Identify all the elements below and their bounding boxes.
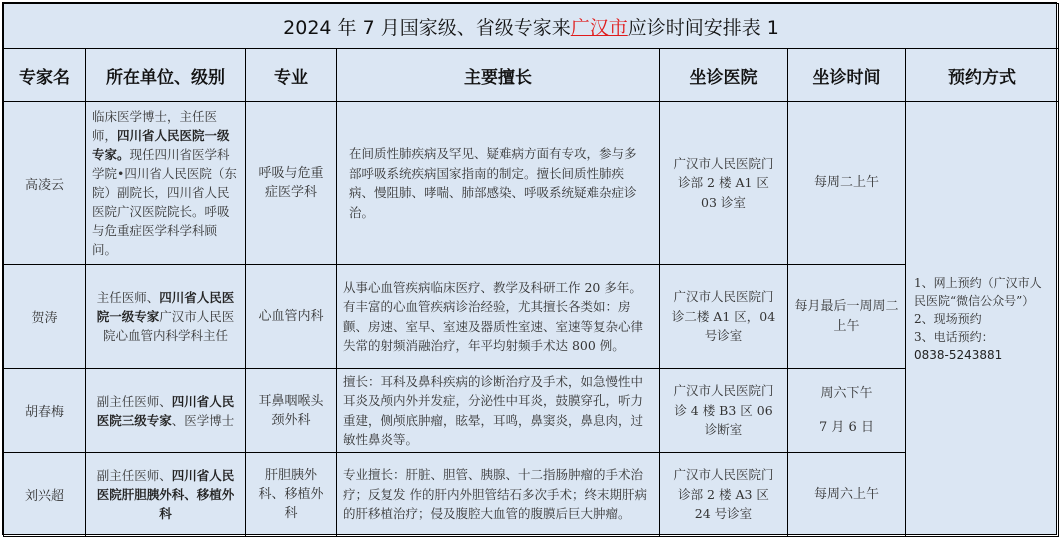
clinic-date: 7 月 6 日	[819, 419, 874, 435]
unit-level: 四川省人民医院三级专家	[96, 393, 235, 428]
unit-text: 副主任医师、	[96, 468, 172, 483]
clinic-day: 周六下午	[820, 385, 873, 401]
expert-skill: 擅长：耳科及鼻科疾病的诊断治疗及手术，如急慢性中耳炎及颅内外并发症，分泌性中耳炎，鼓膜穿孔，听力重建，侧颅底肿瘤，眩晕，耳鸣，鼻窦炎，鼻息肉，过敏性鼻炎等。	[337, 369, 660, 453]
table-row	[4, 102, 1059, 265]
clinic-time	[788, 369, 906, 453]
expert-major: 耳鼻咽喉头颈外科	[246, 369, 337, 453]
clinic-time: 每月最后一周周二上午	[788, 265, 906, 369]
unit-text: 广汉市人民医院心血管内科学科主任	[102, 309, 235, 343]
header-major: 专业	[246, 49, 337, 102]
expert-skill: 在间质性肺疾病及罕见、疑难病方面有专攻，参与多部呼吸系统疾病国家指南的制定。擅长间质性肺疾病、慢阻肺、哮喘、肺部感染、呼吸系统疑难杂症诊治。	[337, 102, 660, 265]
unit-text: 现任四川省医学科学院•四川省人民医院（东院）副院长，四川省人民医院广汉医院院长。呼吸与危重症医学科学科顾问。	[92, 147, 237, 257]
table-row	[4, 369, 1059, 453]
header-hospital: 坐诊医院	[660, 49, 788, 102]
header-row	[4, 49, 1059, 102]
clinic-time: 每周二上午	[788, 102, 906, 265]
expert-unit	[86, 453, 246, 537]
title-prefix: 2024 年 7 月国家级、省级专家来	[283, 16, 571, 39]
booking-methods	[906, 102, 1059, 537]
schedule-table	[3, 3, 1059, 537]
title-suffix: 应诊时间安排表 1	[627, 16, 779, 39]
booking-onsite: 2、现场预约	[914, 312, 982, 326]
unit-text: 临床医学博士，主任医师，	[92, 109, 218, 143]
header-skill: 主要擅长	[337, 49, 660, 102]
unit-level: 四川省人民医院肝胆胰外科、移植外科	[96, 468, 235, 521]
schedule-sheet	[2, 2, 1057, 535]
clinic-location: 广汉市人民医院门诊部 2 楼 A3 区 24 号诊室	[660, 453, 788, 537]
title-city: 广汉市	[570, 16, 628, 39]
clinic-location: 广汉市人民医院门诊部 2 楼 A1 区 03 诊室	[660, 102, 788, 265]
expert-skill: 专业擅长：肝脏、胆管、胰腺、十二指肠肿瘤的手术治疗；反复发 作的肝内外胆管结石多次手术；终末期肝病的肝移植治疗；侵及腹腔大血管的腹膜后巨大肿瘤。	[337, 453, 660, 537]
expert-name: 高凌云	[4, 102, 86, 265]
expert-name: 贺涛	[4, 265, 86, 369]
clinic-location: 广汉市人民医院门诊二楼 A1 区，04 号诊室	[660, 265, 788, 369]
header-unit: 所在单位、级别	[86, 49, 246, 102]
expert-major: 肝胆胰外科、移植外科	[246, 453, 337, 537]
expert-skill: 从事心血管疾病临床医疗、教学及科研工作 20 多年。有丰富的心血管疾病诊治经验，尤其擅长各类如：房颤、房速、室早、室速及器质性室速、室速等复杂心律失常的射频消融治疗，年平均射频手术达 800 例。	[337, 265, 660, 369]
expert-unit	[86, 265, 246, 369]
unit-text: 副主任医师、	[96, 393, 172, 409]
expert-unit	[86, 102, 246, 265]
booking-online: 1、网上预约（广汉市人民医院“微信公众号”）	[914, 276, 1042, 308]
table-row	[4, 453, 1059, 537]
booking-phone-number: 0838-5243881	[914, 348, 1003, 362]
expert-name: 胡春梅	[4, 369, 86, 453]
header-time: 坐诊时间	[788, 49, 906, 102]
unit-text: 、医学博士	[171, 412, 235, 428]
clinic-location: 广汉市人民医院门诊 4 楼 B3 区 06 诊断室	[660, 369, 788, 453]
expert-major: 心血管内科	[246, 265, 337, 369]
header-booking: 预约方式	[906, 49, 1059, 102]
table-title	[4, 4, 1059, 49]
booking-phone-label: 3、电话预约：	[914, 330, 994, 344]
clinic-time: 每周六上午	[788, 453, 906, 537]
table-row	[4, 265, 1059, 369]
expert-major: 呼吸与危重症医学科	[246, 102, 337, 265]
unit-level: 四川省人民医院一级专家	[96, 290, 235, 324]
expert-unit	[86, 369, 246, 453]
header-expert: 专家名	[4, 49, 86, 102]
unit-text: 主任医师、	[96, 290, 160, 305]
expert-name: 刘兴超	[4, 453, 86, 537]
unit-level: 四川省人民医院一级专家。	[92, 128, 230, 162]
